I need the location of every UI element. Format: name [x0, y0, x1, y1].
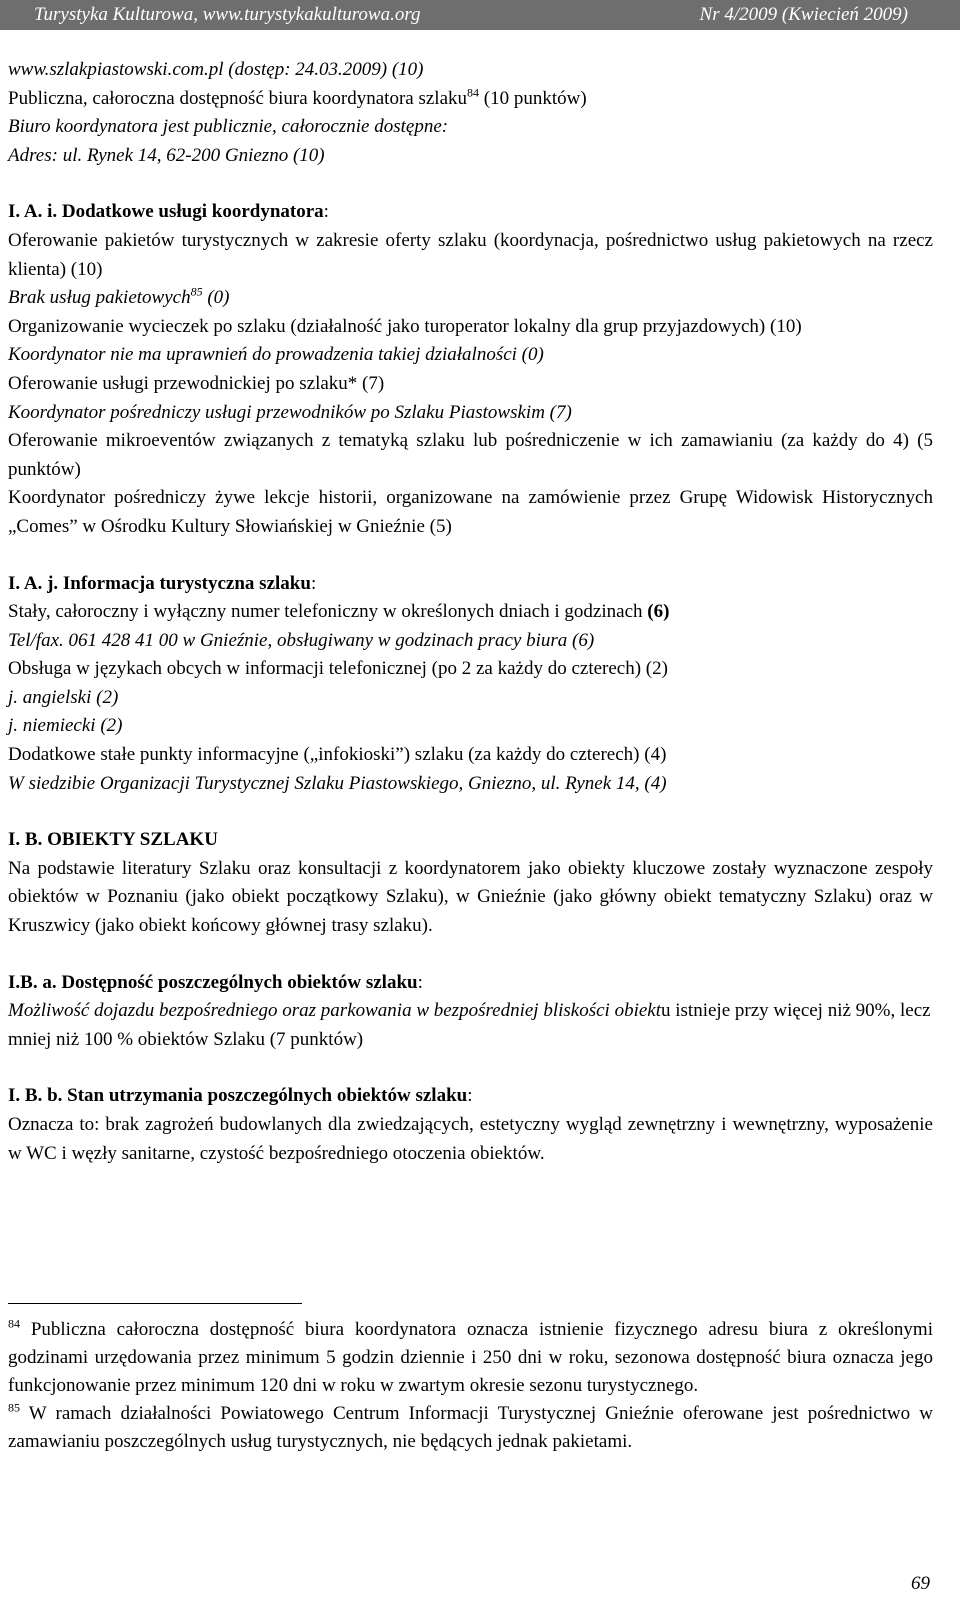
- page-body: [8, 56, 933, 1168]
- footnote-mark: 84: [8, 1316, 20, 1331]
- footnote-84: $^{84}$ Publiczna całoroczna dostępność biura koordynatora oznacza istnienie fizycznego adresu biura z określonymi godzinami urzędowania przez minimum 5 godzin dziennie i 250 dni w roku, sezonowa dostępność biura oznacza jego funkcjonowanie przez minimum 120 dni w roku w zwartym okresie sezonu turystycznego.: [8, 1316, 933, 1396]
- footnote-ref-84[interactable]: 84: [467, 85, 480, 100]
- issue-number: Nr 4/2009 (Kwiecień 2009): [699, 4, 908, 25]
- office-note: Biuro koordynatora jest publicznie, całorocznie dostępne:: [8, 116, 449, 138]
- footnotes: [8, 1316, 933, 1456]
- section-heading-tourist-info: I. A. j. Informacja turystyczna szlaku:: [8, 572, 317, 594]
- section-heading-objects: I. B. OBIEKTY SZLAKU: [8, 829, 218, 851]
- footnote-separator: [8, 1303, 302, 1304]
- maintenance-description: Oznacza to: brak zagrożeń budowlanych dla zwiedzających, estetyczny wygląd zewnętrzny i wewnętrzny, wyposażenie w WC i węzły sanitarne, czystość bezpośredniego otoczenia obiektów.: [8, 1114, 933, 1164]
- criterion-guiding: Oferowanie usługi przewodnickiej po szlaku* (7): [8, 372, 385, 394]
- phone-note: Tel/fax. 061 428 41 00 w Gnieźnie, obsługiwany w godzinach pracy biura (6): [8, 629, 595, 651]
- criterion-microevents: Oferowanie mikroeventów związanych z tematyką szlaku lub pośredniczenie w ich zamawianiu (za każdy do 4) (5 punktów): [8, 430, 933, 480]
- language-english: j. angielski (2): [8, 686, 119, 708]
- section-heading-maintenance: I. B. b. Stan utrzymania poszczególnych obiektów szlaku:: [8, 1085, 473, 1107]
- guiding-note: Koordynator pośredniczy usługi przewodników po Szlaku Piastowskim (7): [8, 401, 572, 423]
- trips-note: Koordynator nie ma uprawnień do prowadzenia takiej działalności (0): [8, 344, 544, 366]
- footnote-85: $^{85}$ W ramach działalności Powiatowego Centrum Informacji Turystycznej Gnieźnie oferowane jest pośrednictwo w zamawianiu poszczególnych usług turystycznych, nie będących jednak pakietami.: [8, 1400, 933, 1452]
- footnote-ref-85[interactable]: 85: [190, 284, 203, 299]
- criterion-packages: Oferowanie pakietów turystycznych w zakresie oferty szlaku (koordynacja, pośrednictwo usług pakietowych na rzecz klienta) (10): [8, 229, 933, 280]
- criterion-office-access: Publiczna, całoroczna dostępność biura koordynatora szlaku$^{84}$ (10 punktów): [8, 85, 587, 109]
- criterion-trips: Organizowanie wycieczek po szlaku (działalność jako turoperator lokalny dla grup przyjazdowych) (10): [8, 315, 802, 337]
- section-heading-additional-services: I. A. i. Dodatkowe usługi koordynatora:: [8, 201, 329, 223]
- page-number: 69: [911, 1573, 930, 1594]
- objects-description: Na podstawie literatury Szlaku oraz konsultacji z koordynatorem jako obiekty kluczowe zostały wyznaczone zespoły obiektów w Poznaniu (jako obiekt początkowy Szlaku), w Gnieźnie (jako główny obiekt tematyczny Szlaku) oraz w Kruszwicy (jako obiekt końcowy głównej trasy szlaku).: [8, 857, 933, 937]
- footnote-mark: 85: [8, 1400, 20, 1415]
- accessibility-note: Możliwość dojazdu bezpośredniego oraz parkowania w bezpośredniej bliskości obiektu istnieje przy więcej niż 90%, lecz mniej niż 100 % obiektów Szlaku (7 punktów): [8, 1000, 931, 1050]
- journal-title: Turystyka Kulturowa, www.turystykakulturowa.org: [34, 4, 421, 25]
- section-heading-accessibility: I.B. a. Dostępność poszczególnych obiektów szlaku:: [8, 971, 423, 993]
- infokiosks-note: W siedzibie Organizacji Turystycznej Szlaku Piastowskiego, Gniezno, ul. Rynek 14, (4): [8, 772, 667, 794]
- criterion-languages: Obsługa w językach obcych w informacji telefonicznej (po 2 za każdy do czterech) (2): [8, 658, 668, 680]
- language-german: j. niemiecki (2): [8, 715, 123, 737]
- criterion-infokiosks: Dodatkowe stałe punkty informacyjne („infokioski”) szlaku (za każdy do czterech) (4): [8, 744, 667, 766]
- source-line: www.szlakpiastowski.com.pl (dostęp: 24.03.2009) (10): [8, 59, 424, 80]
- running-header: [0, 0, 960, 30]
- criterion-phone: Stały, całoroczny i wyłączny numer telefoniczny w określonych dniach i godzinach (6): [8, 601, 670, 623]
- packages-note: Brak usług pakietowych$^{85}$ (0): [8, 284, 230, 309]
- microevents-note: Koordynator pośredniczy żywe lekcje historii, organizowane na zamówienie przez Grupę Widowisk Historycznych „Comes” w Ośrodku Kultury Słowiańskiej w Gnieźnie (5): [8, 487, 933, 537]
- office-address: Adres: ul. Rynek 14, 62-200 Gniezno (10): [8, 144, 325, 166]
